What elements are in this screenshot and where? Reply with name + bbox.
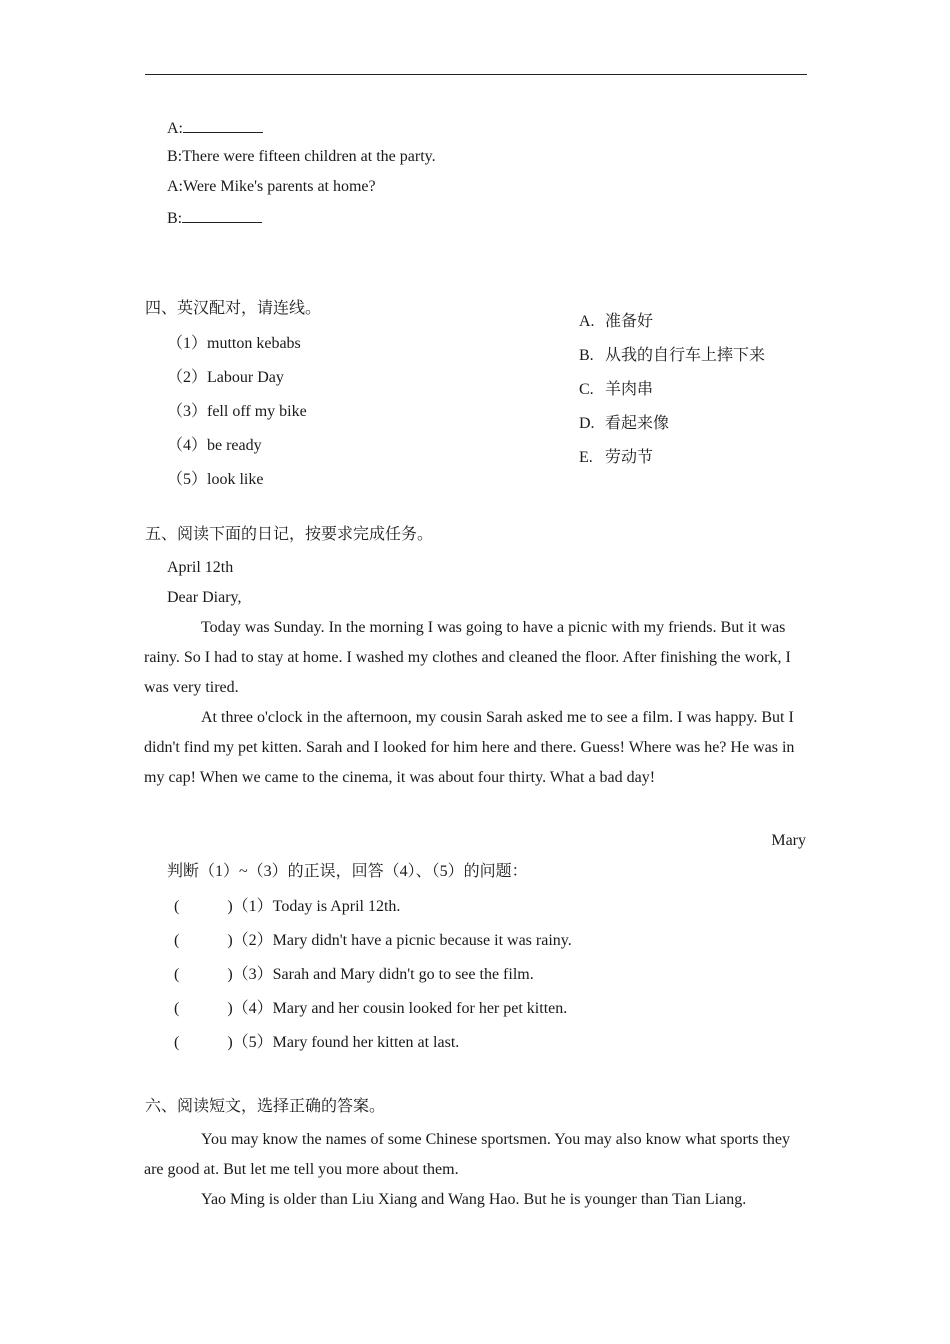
passage-paragraph-1: You may know the names of some Chinese sportsmen. You may also know what sports they are good at. But let me tell you more about them. <box>144 1131 791 1179</box>
dialogue-b1: B:There were fifteen children at the party. <box>167 148 436 165</box>
option-text: 羊肉串 <box>605 381 654 398</box>
diary-date: April 12th <box>167 559 234 576</box>
section5-heading: 五、阅读下面的日记，按要求完成任务。 <box>145 526 434 543</box>
header-rule <box>145 74 807 75</box>
match-english-4: （4）be ready <box>167 437 262 454</box>
passage-paragraph-2: Yao Ming is older than Liu Xiang and Wang Hao. But he is younger than Tian Liang. <box>201 1191 747 1208</box>
dialogue-a1 <box>167 117 263 139</box>
dialogue-b2 <box>167 207 262 229</box>
question-2: ( )（2）Mary didn't have a picnic because it was rainy. <box>174 932 572 949</box>
answer-blank[interactable] <box>183 117 263 133</box>
option-text: 从我的自行车上摔下来 <box>605 347 766 364</box>
answer-blank[interactable] <box>182 207 262 223</box>
section6-heading: 六、阅读短文，选择正确的答案。 <box>145 1098 386 1115</box>
section4-heading: 四、英汉配对，请连线。 <box>145 300 322 317</box>
match-english-5: （5）look like <box>167 471 264 488</box>
option-letter: A. <box>579 313 595 330</box>
diary-paragraph-2: At three o'clock in the afternoon, my cousin Sarah asked me to see a film. I was happy. But I didn't find my pet kitten. Sarah and I looked for him here and there. Guess! Where was he? He was in my cap! When we came to the cinema, it was about four thirty. What a bad day! <box>144 709 795 787</box>
match-chinese-e <box>579 448 653 468</box>
option-text: 劳动节 <box>605 449 654 466</box>
option-letter: D. <box>579 415 595 432</box>
match-english-2: （2）Labour Day <box>167 369 284 386</box>
option-letter: B. <box>579 347 594 364</box>
match-english-1: （1）mutton kebabs <box>167 335 301 352</box>
option-letter: E. <box>579 449 593 466</box>
question-5: ( )（5）Mary found her kitten at last. <box>174 1034 460 1051</box>
match-chinese-c <box>579 380 653 400</box>
option-text: 看起来像 <box>605 415 670 432</box>
dialogue-a2: A:Were Mike's parents at home? <box>167 178 376 195</box>
diary-paragraph-1: Today was Sunday. In the morning I was going to have a picnic with my friends. But it was rainy. So I had to stay at home. I washed my clothes and cleaned the floor. After finishing the work, I was very tired. <box>144 619 791 697</box>
dialogue-b2-prefix: B: <box>167 210 183 227</box>
diary-signature: Mary <box>771 832 806 849</box>
match-chinese-a <box>579 312 653 332</box>
diary-greeting: Dear Diary, <box>167 589 242 606</box>
match-english-3: （3）fell off my bike <box>167 403 307 420</box>
match-chinese-d <box>579 414 669 434</box>
option-letter: C. <box>579 381 594 398</box>
option-text: 准备好 <box>605 313 654 330</box>
question-3: ( )（3）Sarah and Mary didn't go to see the film. <box>174 966 534 983</box>
dialogue-a1-prefix: A: <box>167 120 183 137</box>
question-1: ( )（1）Today is April 12th. <box>174 898 401 915</box>
section5-instruction: 判断（1）~（3）的正误，回答（4）、（5）的问题： <box>167 863 528 880</box>
match-chinese-b <box>579 346 765 366</box>
question-4: ( )（4）Mary and her cousin looked for her pet kitten. <box>174 1000 568 1017</box>
